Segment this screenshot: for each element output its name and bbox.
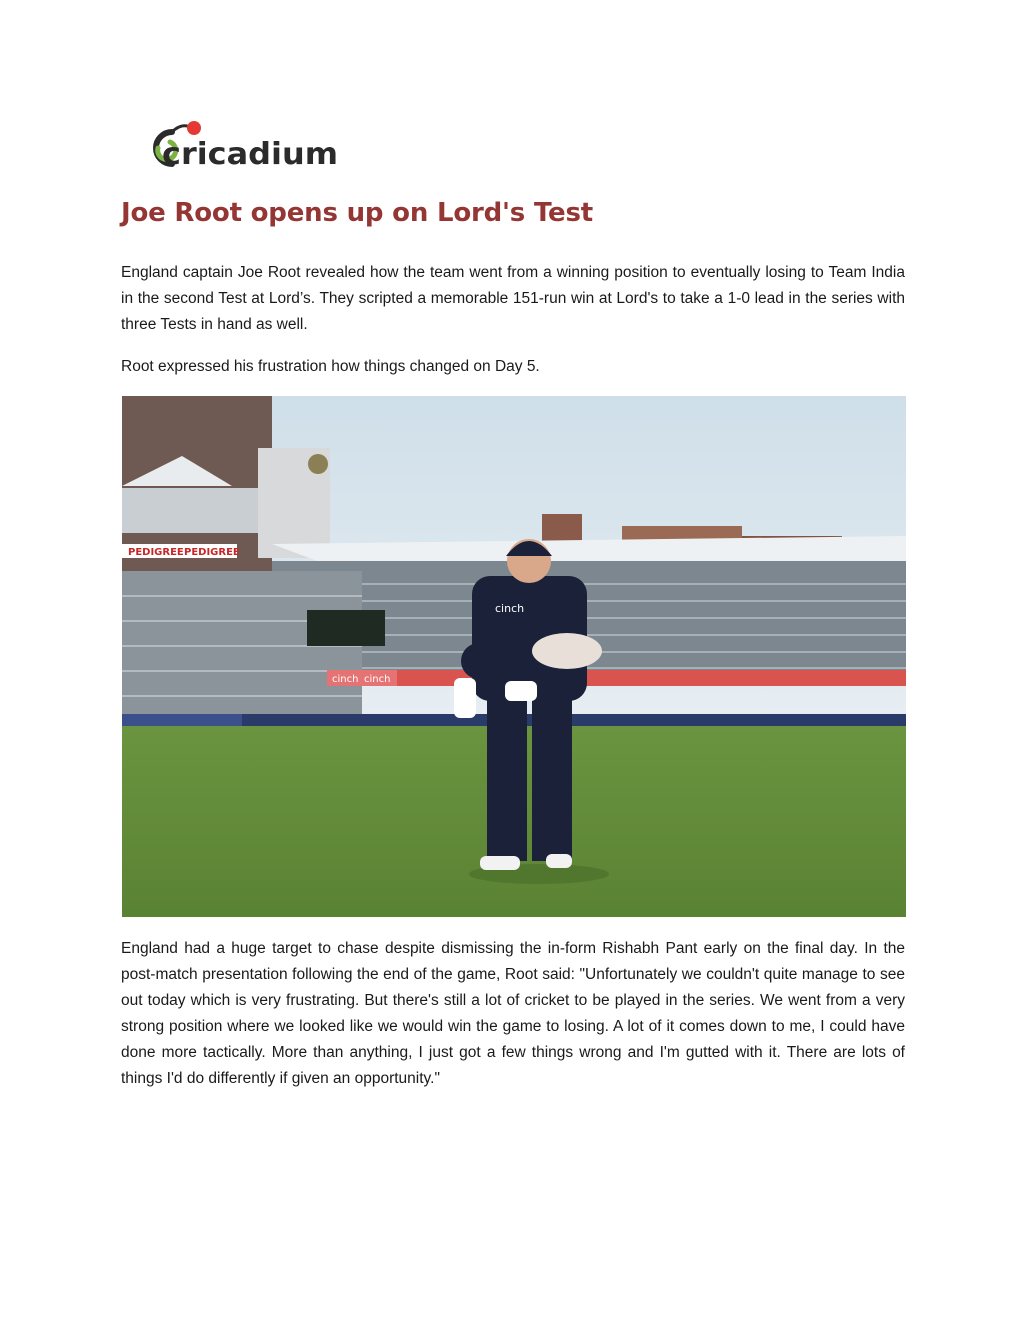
shirt-sponsor: cinch: [495, 602, 525, 615]
advertising-boards: [327, 670, 906, 686]
logo-text: cricadium: [162, 137, 338, 172]
article-paragraph-1: England captain Joe Root revealed how the team went from a winning position to eventually losing to Team India in the second Test at Lord’s. They scripted a memorable 151-run win at Lord's to take a 1-0 lead in the series with three Tests in hand as well.: [121, 264, 905, 333]
sign-cinch-1: cinch: [332, 674, 359, 685]
article-title: Joe Root opens up on Lord's Test: [121, 198, 593, 228]
clock-icon: [308, 454, 328, 474]
sign-pedigree-2: PEDIGREE: [184, 547, 240, 558]
cricket-ball-icon: [187, 121, 201, 135]
article-paragraph-3: England had a huge target to chase despite dismissing the in-form Rishabh Pant early on the final day. In the post-match presentation following the end of the game, Root said: "Unfortunately we couldn't quite manage to see out today which is very frustrating. But there's still a lot of cricket to be played in the series. We went from a very strong position where we looked like we would win the game to losing. A lot of it comes down to me, I could have done more tactically. More than anything, I just got a few things wrong and I'm gutted with it. There are lots of things I'd do differently if given an opportunity.": [121, 940, 905, 1087]
scoreboard: [307, 610, 385, 646]
lords-ground-scene: [122, 396, 906, 917]
sign-cinch-2: cinch: [364, 674, 391, 685]
article-paragraph-2: Root expressed his frustration how things changed on Day 5.: [121, 358, 540, 375]
sign-pedigree-1: PEDIGREE: [128, 547, 184, 558]
article-photo: [122, 396, 906, 917]
cricadium-logo: [142, 118, 342, 174]
